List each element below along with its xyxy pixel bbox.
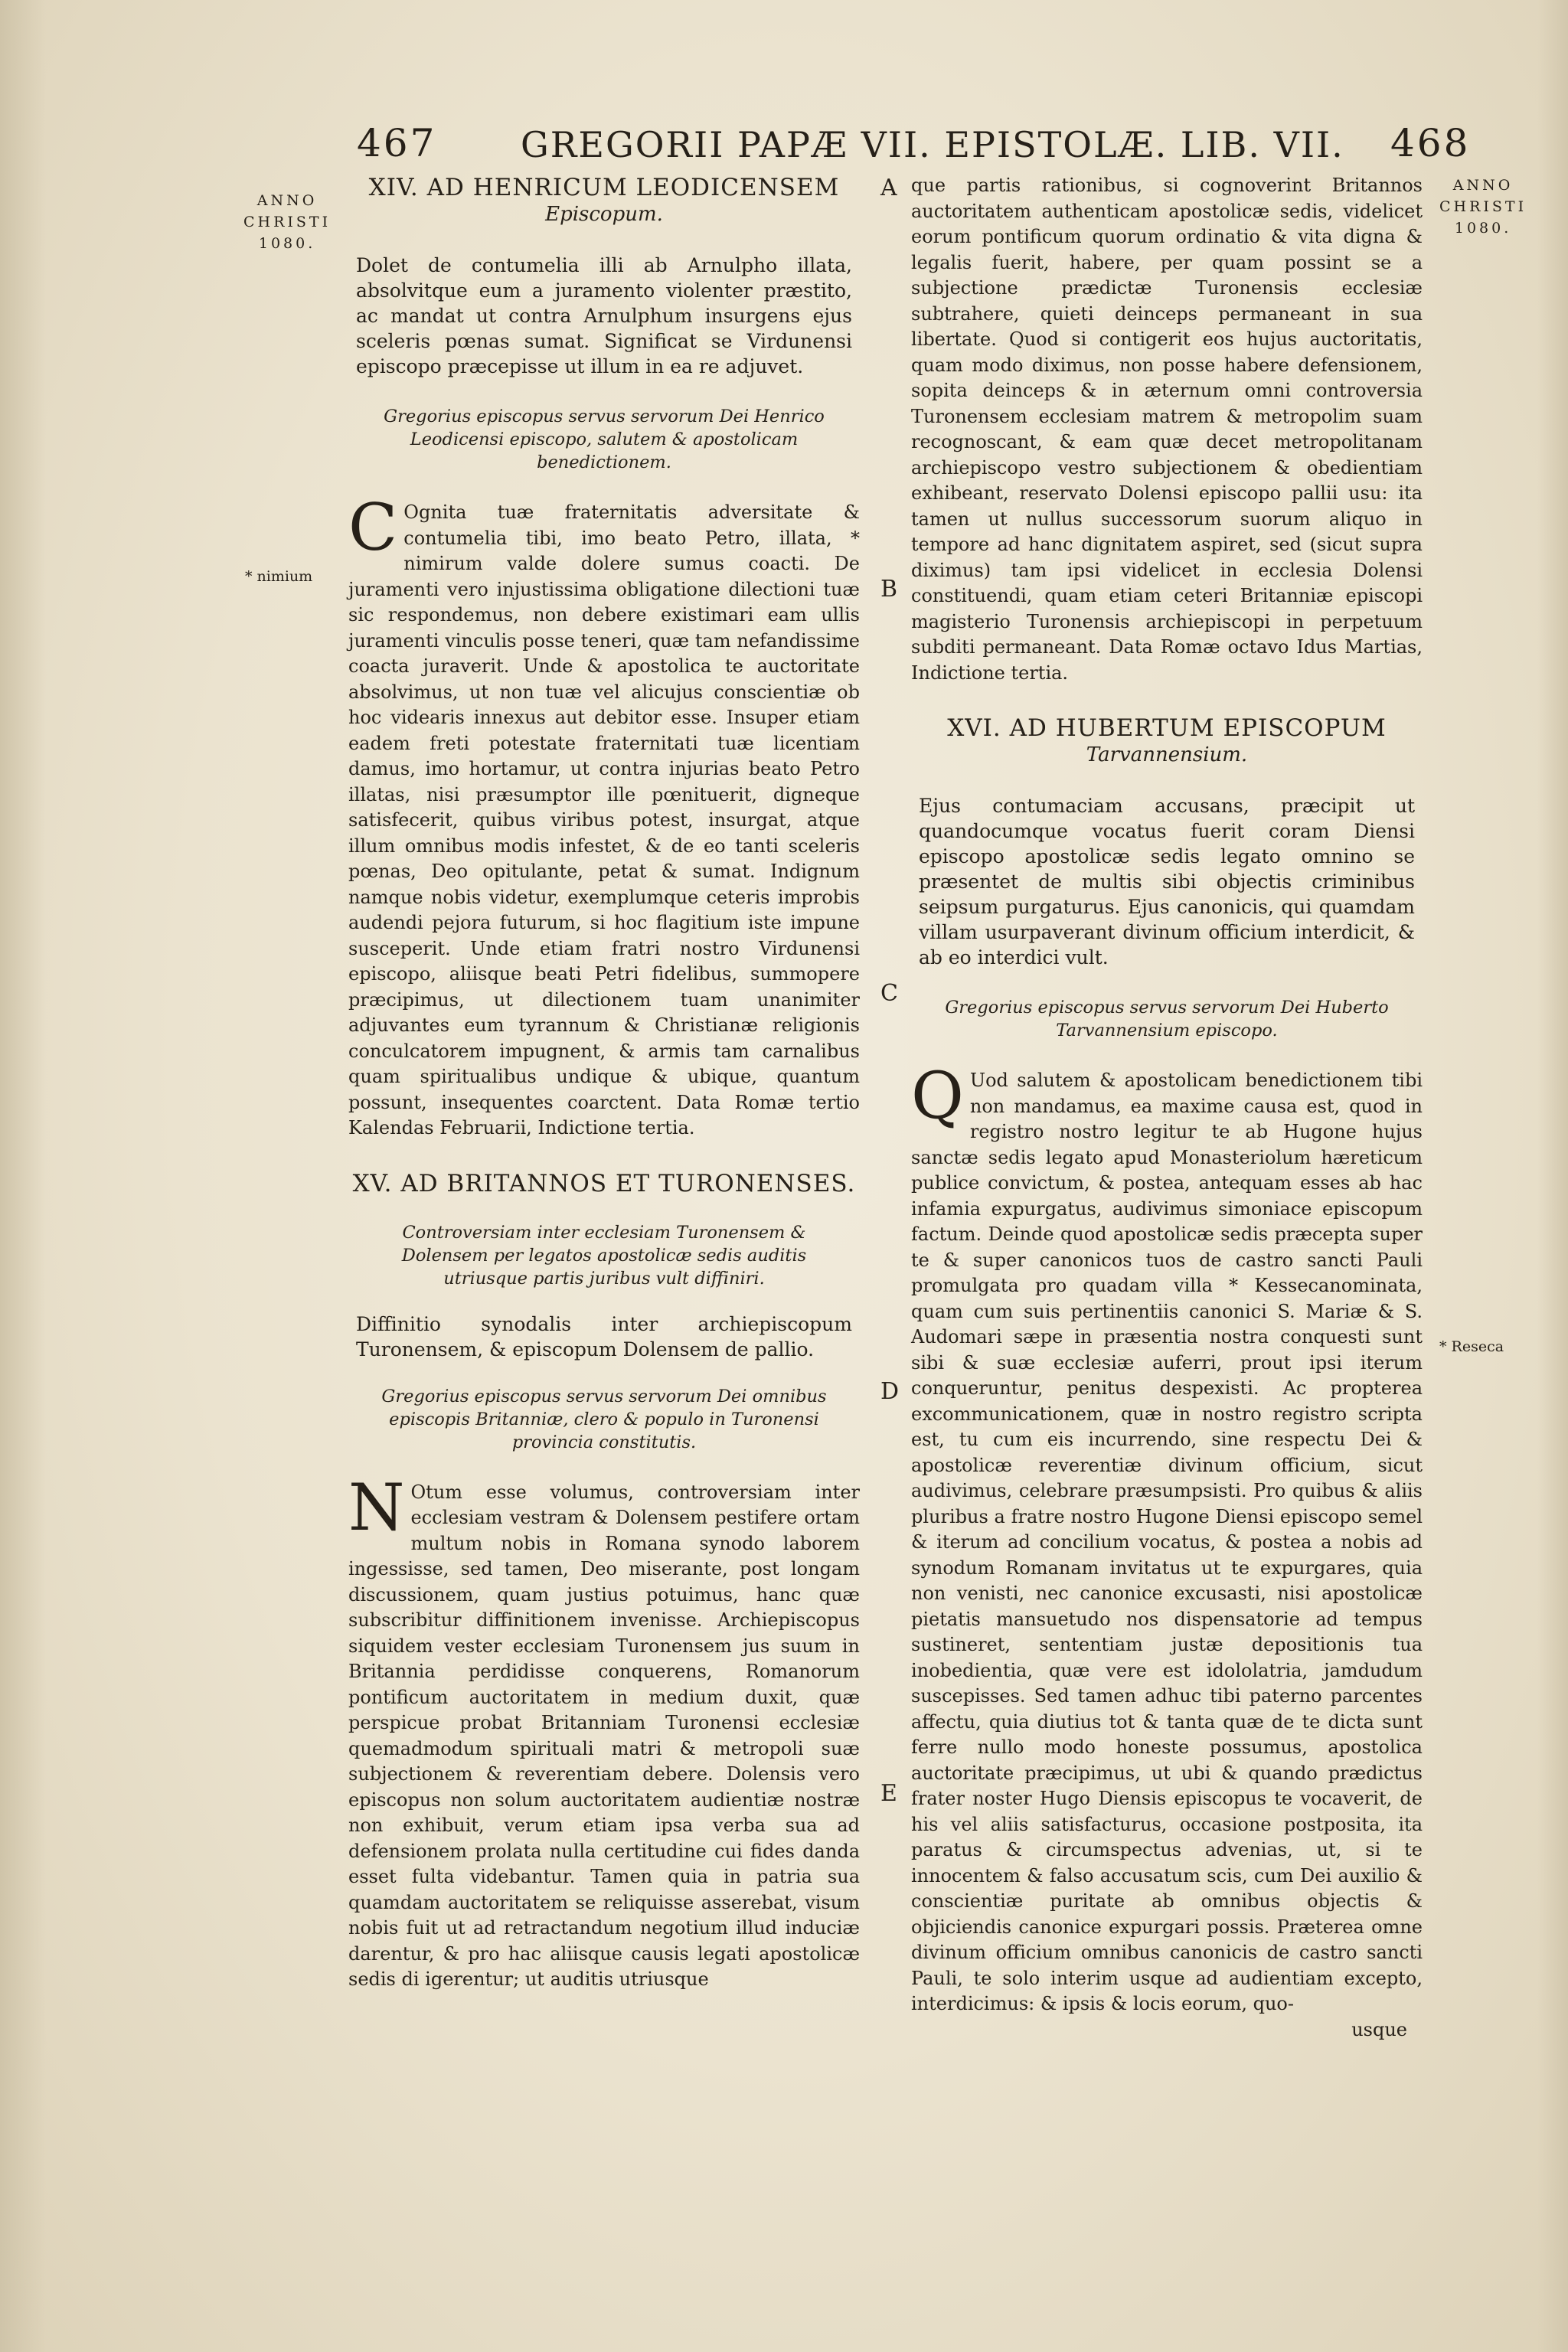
gutter-shadow xyxy=(0,0,46,2352)
right-column xyxy=(911,173,1423,2043)
drop-cap: Q xyxy=(911,1058,964,1133)
letter-15-text: Otum esse volumus, controversiam inter ecclesiam vestram & Dolensem pestifere ortam multum nobis in Romana synodo laborem ingessisse, sed tamen, Deo miserante, post longam discussionem, quam justius potuimus, hanc quæ subscribitur diffinitionem invenisse. Archiepiscopus siquidem vester ecclesiam Turonensem jus suum in Britannia perdidisse conquerens, Romanorum pontificum auctoritatem in medium duxit, quæ perspicue probat Britanniam Turonensi ecclesiæ quemadmodum spirituali matri & metropoli suæ subjectionem & reverentiam debere. Dolensis vero episcopus non solum auctoritatem audientiæ nostræ non exhibuit, verum etiam ipsa verba sua ad defensionem prolata nulla certitudine cui fides danda esset fulta videbantur. Tamen quia in patria sua quamdam auctoritatem se reliquisse asserebat, visum nobis fuit ut ad retractandum negotium illud induciæ darentur, & pro hac aliisque causis legati apostolicæ sedis di igerentur; ut auditis utriusque xyxy=(348,1481,860,1990)
anno-line: 1080. xyxy=(258,235,316,252)
anno-line: ANNO xyxy=(1452,177,1514,194)
section-letter-c: C xyxy=(880,980,898,1007)
section-letter-a: A xyxy=(880,175,897,201)
letter-16-title: XVI. AD HUBERTUM EPISCOPUM xyxy=(947,714,1387,742)
section-letter-d: D xyxy=(880,1378,900,1405)
letter-15-continued xyxy=(911,173,1423,686)
drop-cap: N xyxy=(348,1469,405,1545)
anno-christi-right xyxy=(1439,175,1527,239)
letter-14-summary: Dolet de contumelia illi ab Arnulpho illata, absolvitque eum a juramento violenter præstito, ac mandat ut contra Arnulphum insurgens ejus sceleris pœnas sumat. Significat se Virdunensi episcopo præcepisse ut illum in ea re adjuvet. xyxy=(356,254,852,377)
letter-15-body xyxy=(348,1469,860,1993)
edge-shadow xyxy=(1537,0,1568,2352)
letter-14-title: XIV. AD HENRICUM LEODICENSEM xyxy=(368,174,840,201)
letter-15-summary-1: Controversiam inter ecclesiam Turonensem & Dolensem per legatos apostolicæ sedis auditis utriusque partis juribus vult diffiniri. xyxy=(401,1222,807,1289)
letter-15-salutation: Gregorius episcopus servus servorum Dei omnibus episcopis Britanniæ, clero & populo in Turonensi provincia constitutis. xyxy=(381,1386,827,1452)
running-title: GREGORII PAPÆ VII. EPISTOLÆ. LIB. VII. xyxy=(521,124,1344,165)
anno-line: ANNO xyxy=(256,192,318,209)
left-column xyxy=(348,173,860,1993)
letter-15-text-continued: que partis rationibus, si cognoverint Britannos auctoritatem authenticam apostolicæ sedis, videlicet eorum pontificum quorum ordinatio & vita digna & legalis fuerit, habere, per quam possint se a subjectione prædictæ Turonensis ecclesiæ subtrahere, quieti deinceps permaneant in sua libertate. Quod si contigerit eos hujus auctoritatis, quam modo diximus, non posse habere defensionem, sopita deinceps & in æternum omni controversia Turonensem ecclesiam matrem & metropolim suam recognoscant, & eam quæ decet metropolitanam archiepiscopo vestro subjectionem & obedientiam exhibeant, reservato Dolensi episcopo pallii usu: ita tamen ut nullus successorum suorum aliquo in tempore ad hanc dignitatem aspiret, sed (sicut supra diximus) tam ipsi videlicet in ecclesia Dolensi constituendi, quam etiam ceteri Britanniæ episcopi magisterio Turonensis archiepiscopi in perpetuum subditi permaneant. Data Romæ octavo Idus Martias, Indictione tertia. xyxy=(911,175,1423,684)
page-number-left: 467 xyxy=(357,121,437,165)
letter-16-text: Uod salutem & apostolicam benedictionem tibi non mandamus, ea maxime causa est, quod in registro nostro legitur te ab Hugone hujus sanctæ sedis legato apud Monasteriolum hæreticum publice convictum, & postea, antequam esses ab hac infamia expurgatus, audivimus simoniace episcopum factum. Deinde quod apostolicæ sedis præcepta super te & super canonicos tuos de castro sancti Pauli promulgata pro quadam villa * Kessecanominata, quam cum suis pertinentiis canonici S. Mariæ & S. Audomari sæpe in præsentia nostra conquesti sunt sibi & suæ ecclesiæ auferri, prout ipsi iterum conqueruntur, penitus despexisti. Ac propterea excommunicationem, quæ in nostro registro scripta est, tu cum eis incurrendo, sine respectu Dei & apostolicæ reverentiæ divinum officium, sicut audivimus, celebrare præsumpsisti. Pro quibus & aliis pluribus a fratre nostro Hugone Diensi episcopo semel & iterum ad concilium vocatus, & postea a nobis ad synodum Romanam invitatus ut te expurgares, quia non venisti, nec canonice excusasti, nisi apostolicæ pietatis mansuetudo nos dispensatorie ad tempus sustineret, sententiam justæ depositionis tua inobedientia, quæ vere est idololatria, jamdudum suscepisses. Sed tamen adhuc tibi paterno parcentes affectu, quia diutius tot & tanta quæ de te dicta sunt ferre nullo modo honeste possumus, apostolica auctoritate præcipimus, ut ubi & quando prædictus frater noster Hugo Diensis episcopus te vocaverit, de his vel aliis satisfacturus, occasione postposita, ita paratus & circumspectus advenias, ut, si te innocentem & falso accusatum scis, cum Dei auxilio & conscientiæ puritate ab omnibus objectis & objiciendis canonice expurgari possis. Præterea omne divinum officium omnibus canonicis de castro sancti Pauli, te solo interim usque ad audientiam excepto, interdicimus: & ipsis & locis eorum, quo- xyxy=(911,1070,1423,2014)
anno-line: CHRISTI xyxy=(1439,198,1527,215)
letter-14-subtitle: Episcopum. xyxy=(545,203,663,226)
catchword: usque xyxy=(1351,2018,1407,2040)
drop-cap: C xyxy=(348,490,398,565)
page-number-right: 468 xyxy=(1390,121,1471,165)
section-letter-b: B xyxy=(880,576,898,603)
margin-note-nimium: * nimium xyxy=(245,568,313,585)
letter-16-summary: Ejus contumaciam accusans, præcipit ut quandocumque vocatus fuerit coram Diensi episcopo apostolicæ sedis legato omnino se præsentet de multis sibi objectis criminibus seipsum purgaturus. Ejus canonicis, qui quamdam villam usurpaverant divinum officium interdicit, & ab eo interdici vult. xyxy=(919,795,1415,969)
letter-15-title: XV. AD BRITANNOS ET TURONENSES. xyxy=(352,1169,856,1197)
anno-christi-left xyxy=(243,190,331,254)
anno-line: 1080. xyxy=(1454,220,1512,237)
letter-16-subtitle: Tarvannensium. xyxy=(1086,743,1248,766)
letter-15-summary-2: Diffinitio synodalis inter archiepiscopum Turonensem, & episcopum Dolensem de pallio. xyxy=(356,1312,852,1361)
letter-14-salutation: Gregorius episcopus servus servorum Dei Henrico Leodicensi episcopo, salutem & apostolicam benedictionem. xyxy=(384,407,825,472)
letter-16-salutation: Gregorius episcopus servus servorum Dei Huberto Tarvannensium episcopo. xyxy=(945,998,1389,1040)
letter-14-text: Ognita tuæ fraternitatis adversitate & contumelia tibi, imo beato Petro, illata, * nimirum valde dolere sumus coacti. De juramenti vero injustissima obligatione dilectioni tuæ sic respondemus, non debere existimari eam ullis juramenti vinculis posse teneri, quæ tam nefandissime coacta juraverit. Unde & apostolica te auctoritate absolvimus, ut non tuæ vel alicujus conscientiæ ob hoc videaris innexus aut debitor esse. Insuper etiam eadem freti potestate fraternitati tuæ licentiam damus, imo hortamur, ut contra injurias beato Petro illatas, nisi præsumptor ille pœnituerit, digneque satisfecerit, quibus viribus potest, insurgat, atque illum omnibus modis infestet, & de eo tanti sceleris pœnas, Deo opitulante, petat & sumat. Indignum namque nobis videtur, exemplumque ceteris improbis audendi pejora futurum, si hoc flagitium iste impune susceperit. Unde etiam fratri nostro Virdunensi episcopo, aliisque beati Petri fidelibus, summopere præcipimus, ut dilectionem tuam unanimiter adjuvantes eum tyrannum & Christianæ religionis conculcatorem impugnent, & armis tam carnalibus quam spiritualibus undique & ubique, quantum possunt, insequentes coarctent. Data Romæ tertio Kalendas Februarii, Indictione tertia. xyxy=(348,501,860,1138)
section-letter-e: E xyxy=(880,1780,897,1807)
letter-16-body xyxy=(911,1058,1423,2017)
letter-14-body xyxy=(348,490,860,1142)
anno-line: CHRISTI xyxy=(243,214,332,230)
margin-note-reseca: * Reseca xyxy=(1439,1338,1504,1355)
